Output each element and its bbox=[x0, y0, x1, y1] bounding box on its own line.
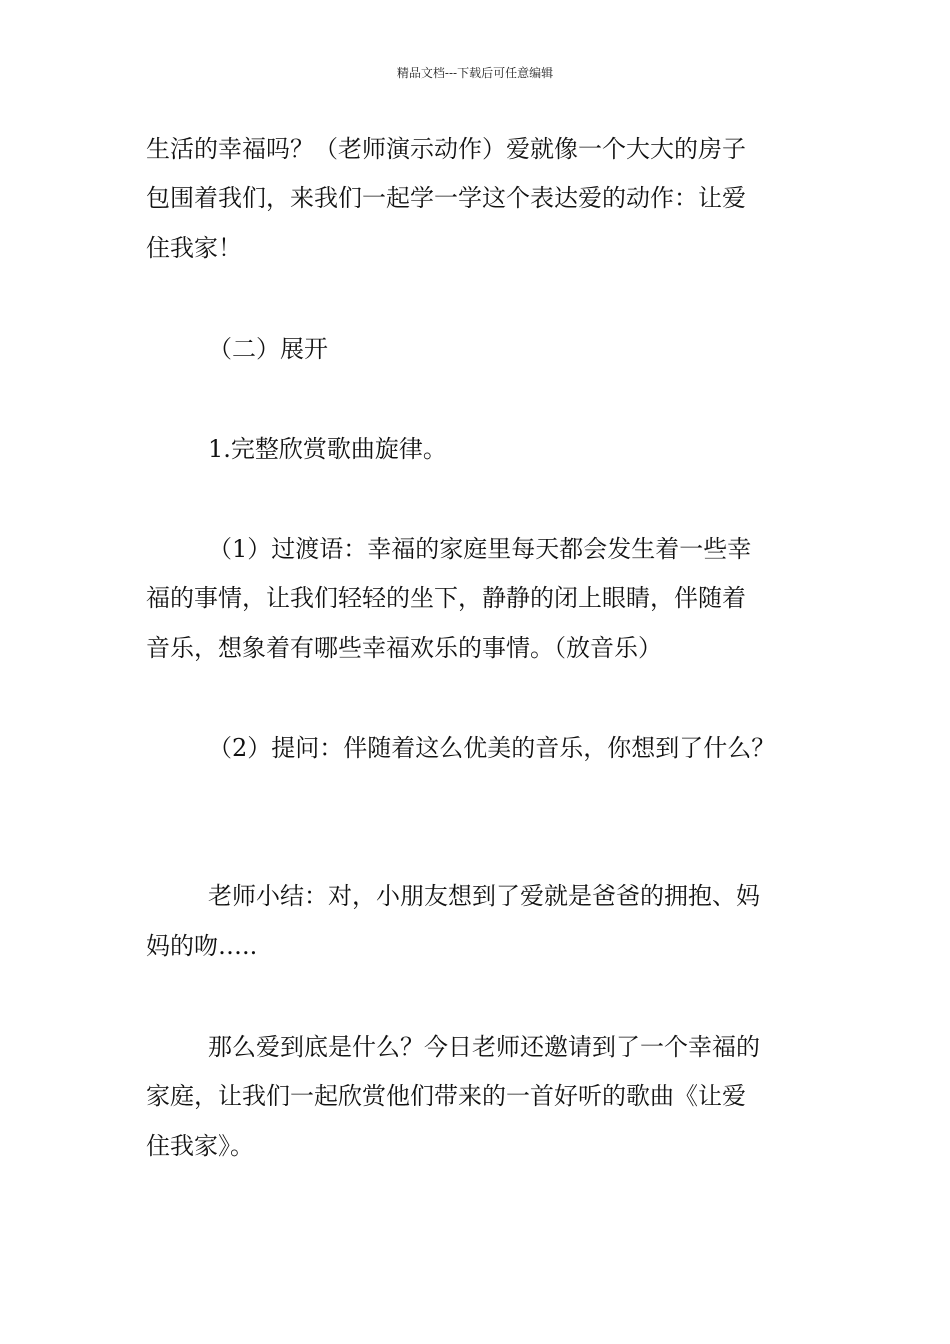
page-header: 精品文档---下载后可任意编辑 bbox=[396, 66, 554, 80]
text-line: （二）展开 bbox=[208, 335, 328, 363]
text-line: 住我家！ bbox=[146, 234, 242, 262]
text-line: 老师小结：对，小朋友想到了爱就是爸爸的拥抱、妈 bbox=[208, 882, 760, 910]
text-line: 包围着我们，来我们一起学一学这个表达爱的动作：让爱 bbox=[146, 184, 746, 212]
text-line: 音乐，想象着有哪些幸福欢乐的事情。（放音乐） bbox=[146, 634, 662, 662]
text-line: 住我家》。 bbox=[146, 1132, 254, 1160]
text-line: 家庭，让我们一起欣赏他们带来的一首好听的歌曲《让爱 bbox=[146, 1082, 746, 1110]
text-line: 生活的幸福吗？（老师演示动作）爱就像一个大大的房子 bbox=[146, 135, 746, 163]
text-line: （1）过渡语：幸福的家庭里每天都会发生着一些幸 bbox=[208, 535, 752, 563]
text-line: 1.完整欣赏歌曲旋律。 bbox=[208, 435, 447, 463]
text-line: 妈的吻….. bbox=[146, 932, 258, 960]
text-line: 福的事情，让我们轻轻的坐下，静静的闭上眼睛，伴随着 bbox=[146, 584, 746, 612]
text-line: 那么爱到底是什么？今日老师还邀请到了一个幸福的 bbox=[208, 1033, 760, 1061]
text-line: （2）提问：伴随着这么优美的音乐，你想到了什么？ bbox=[208, 734, 776, 762]
